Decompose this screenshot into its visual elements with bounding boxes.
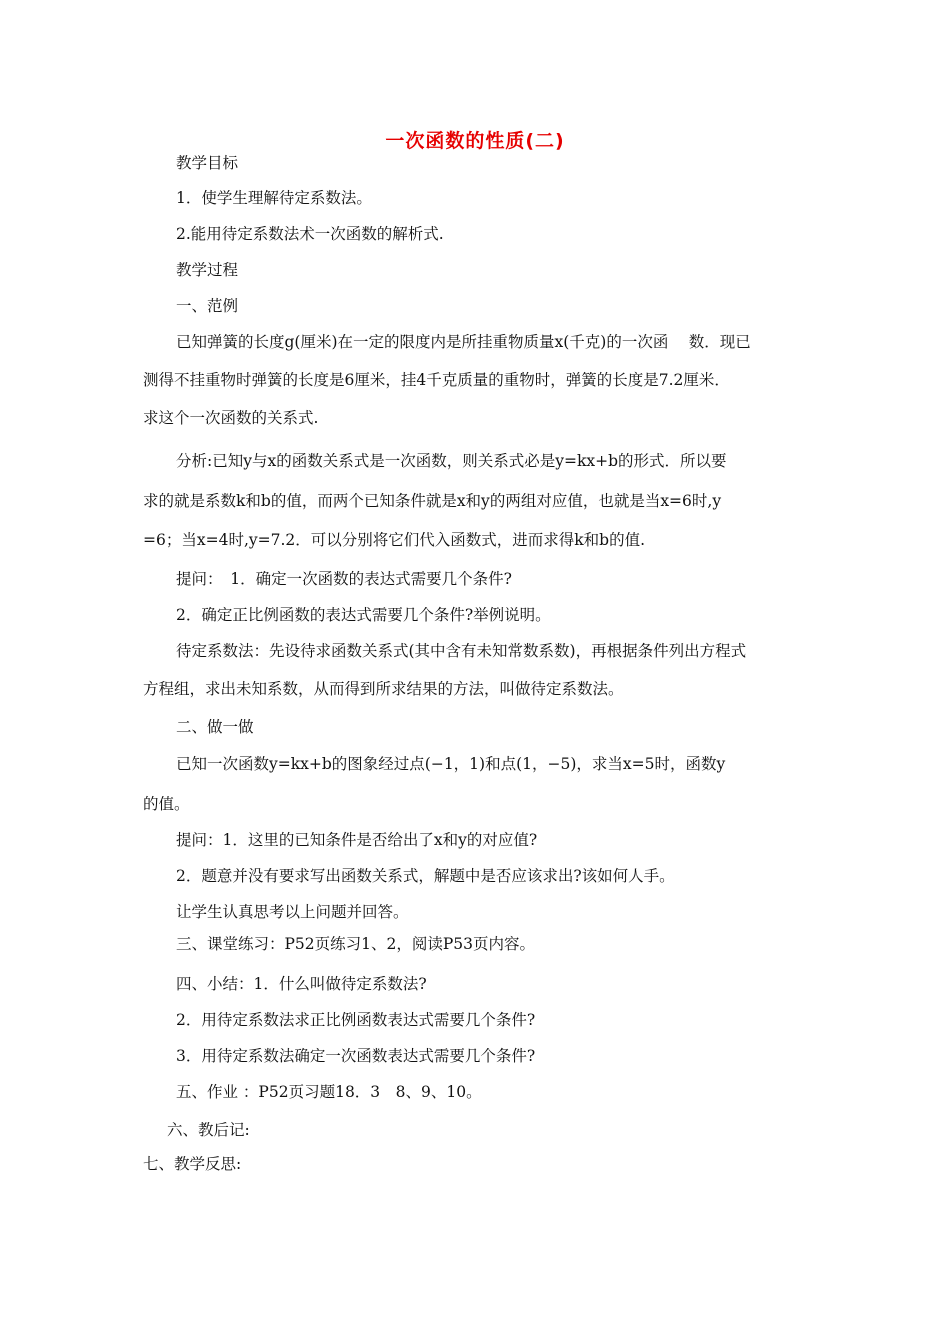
text-line: 测得不挂重物时弹簧的长度是6厘米，挂4千克质量的重物时，弹簧的长度是7.2厘米．	[143, 371, 730, 389]
text-line: =6；当x=4时,y=7.2．可以分别将它们代入函数式，进而求得k和b的值.	[143, 531, 646, 549]
text-line: 提问： 1．确定一次函数的表达式需要几个条件?	[176, 570, 512, 588]
text-line: 七、教学反思:	[143, 1155, 242, 1173]
text-line: 求的就是系数k和b的值，而两个已知条件就是x和y的两组对应值，也就是当x=6时,y	[143, 492, 722, 510]
text-line: 求这个一次函数的关系式.	[143, 409, 319, 427]
text-line: 2.能用待定系数法术一次函数的解析式.	[176, 225, 444, 243]
text-line: 提问：1．这里的已知条件是否给出了x和y的对应值?	[176, 831, 538, 849]
text-line: 一、范例	[176, 297, 239, 315]
text-line: 教学目标	[176, 154, 239, 172]
text-line: 已知一次函数y=kx+b的图象经过点(−1，1)和点(1，−5)，求当x=5时，函数y	[176, 755, 726, 773]
document-title: 一次函数的性质(二)	[385, 130, 565, 152]
text-line: 教学过程	[176, 261, 239, 279]
text-line: 方程组，求出未知系数，从而得到所求结果的方法，叫做待定系数法。	[143, 680, 624, 698]
text-line: 六、教后记:	[167, 1121, 250, 1139]
text-line: 2．确定正比例函数的表达式需要几个条件?举例说明。	[176, 606, 551, 624]
text-line: 五、作业 ：P52页习题18．3 8、9、10。	[176, 1083, 482, 1101]
text-line: 的值。	[143, 795, 190, 813]
text-line: 分析:已知y与x的函数关系式是一次函数，则关系式必是y=kx+b的形式．所以要	[176, 452, 727, 470]
text-line: 二、做一做	[176, 718, 254, 736]
text-line: 让学生认真思考以上问题并回答。	[176, 903, 409, 921]
text-line: 3．用待定系数法确定一次函数表达式需要几个条件?	[176, 1047, 536, 1065]
text-line: 已知弹簧的长度g(厘米)在一定的限度内是所挂重物质量x(千克)的一次函 数．现已	[176, 333, 751, 351]
text-line: 待定系数法：先设待求函数关系式(其中含有未知常数系数)，再根据条件列出方程式	[176, 642, 747, 660]
text-line: 2．题意并没有要求写出函数关系式，解题中是否应该求出?该如何人手。	[176, 867, 675, 885]
text-line: 1．使学生理解待定系数法。	[176, 189, 372, 207]
text-line: 三、课堂练习：P52页练习1、2，阅读P53页内容。	[176, 935, 536, 953]
text-line: 2．用待定系数法求正比例函数表达式需要几个条件?	[176, 1011, 536, 1029]
text-line: 四、小结：1．什么叫做待定系数法?	[176, 975, 427, 993]
